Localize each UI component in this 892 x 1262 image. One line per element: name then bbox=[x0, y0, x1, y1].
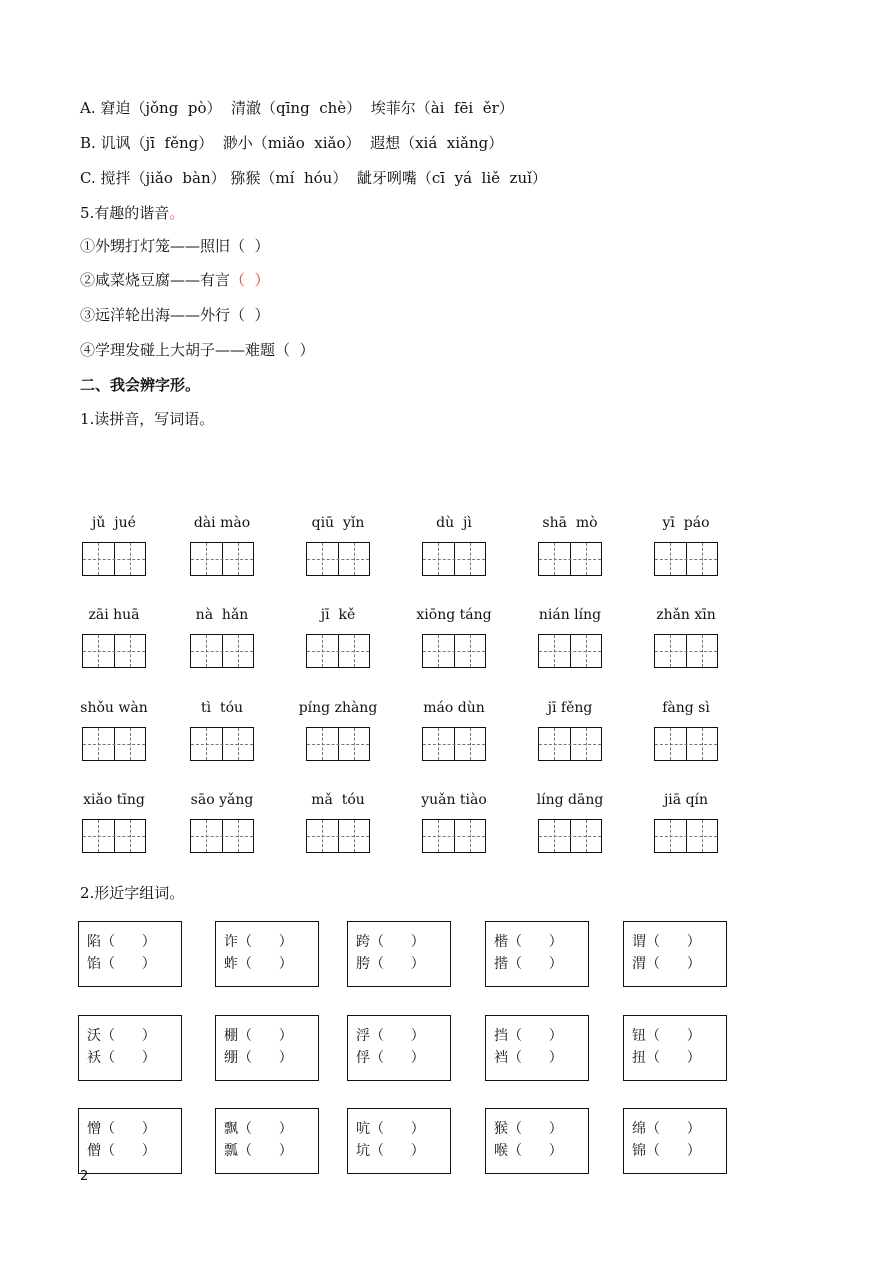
writing-grid-cell[interactable] bbox=[654, 727, 718, 761]
pinyin-label: nà hǎn bbox=[195, 607, 249, 623]
pinyin-label: tì tóu bbox=[200, 700, 244, 716]
section-2-heading: 二、我会辨字形。 bbox=[80, 376, 201, 394]
writing-grid-cell[interactable] bbox=[306, 727, 370, 761]
pinyin-label: shǒu wàn bbox=[80, 700, 148, 716]
pun-2-text: ②咸菜烧豆腐——有言 bbox=[80, 271, 231, 289]
char-pair-box[interactable] bbox=[623, 1015, 727, 1081]
char-pair-item: 锦（ ） bbox=[632, 1143, 701, 1159]
pinyin-label: máo dùn bbox=[423, 700, 485, 716]
char-pair-item: 蚱（ ） bbox=[224, 956, 293, 972]
writing-grid-cell[interactable] bbox=[422, 634, 486, 668]
char-pair-item: 陷（ ） bbox=[87, 934, 156, 950]
char-pair-box[interactable] bbox=[485, 921, 589, 987]
writing-grid-cell[interactable] bbox=[306, 542, 370, 576]
char-pair-item: 钮（ ） bbox=[632, 1028, 701, 1044]
writing-grid-cell[interactable] bbox=[422, 819, 486, 853]
char-pair-item: 楷（ ） bbox=[494, 934, 563, 950]
pun-3: ③远洋轮出海——外行（ ） bbox=[80, 306, 270, 324]
pinyin-label: píng zhàng bbox=[298, 700, 378, 716]
pinyin-label: dù jì bbox=[436, 515, 472, 531]
char-pair-box[interactable] bbox=[347, 1108, 451, 1174]
writing-grid-cell[interactable] bbox=[190, 727, 254, 761]
pinyin-label: yī páo bbox=[662, 515, 710, 531]
char-pair-item: 诈（ ） bbox=[224, 934, 293, 950]
char-pair-item: 挡（ ） bbox=[494, 1028, 563, 1044]
pinyin-label: sāo yǎng bbox=[190, 792, 254, 808]
writing-grid-cell[interactable] bbox=[190, 819, 254, 853]
writing-grid-cell[interactable] bbox=[538, 727, 602, 761]
char-pair-item: 袄（ ） bbox=[87, 1050, 156, 1066]
char-pair-item: 扭（ ） bbox=[632, 1050, 701, 1066]
char-pair-item: 跨（ ） bbox=[356, 934, 425, 950]
pun-1: ①外甥打灯笼——照旧（ ） bbox=[80, 237, 270, 255]
pun-2 bbox=[80, 270, 270, 290]
task-1-title: 1.读拼音，写词语。 bbox=[80, 410, 215, 428]
char-pair-box[interactable] bbox=[623, 921, 727, 987]
pinyin-label: líng dāng bbox=[536, 792, 604, 808]
char-pair-box[interactable] bbox=[215, 1015, 319, 1081]
writing-grid-cell[interactable] bbox=[190, 634, 254, 668]
char-pair-item: 飘（ ） bbox=[224, 1121, 293, 1137]
writing-grid-cell[interactable] bbox=[654, 819, 718, 853]
char-pair-box[interactable] bbox=[623, 1108, 727, 1174]
page-number: 2 bbox=[80, 1169, 89, 1184]
char-pair-item: 僧（ ） bbox=[87, 1143, 156, 1159]
pun-4: ④学理发碰上大胡子——难题（ ） bbox=[80, 341, 315, 359]
char-pair-item: 俘（ ） bbox=[356, 1050, 425, 1066]
char-pair-item: 瓢（ ） bbox=[224, 1143, 293, 1159]
char-pair-item: 绷（ ） bbox=[224, 1050, 293, 1066]
option-c: C. 搅拌（jiǎo bàn） 猕猴（mí hóu） 龇牙咧嘴（cī yá liě zuǐ） bbox=[80, 169, 547, 187]
pinyin-label: yuǎn tiào bbox=[421, 792, 487, 808]
writing-grid-cell[interactable] bbox=[538, 542, 602, 576]
writing-grid-cell[interactable] bbox=[538, 819, 602, 853]
char-pair-item: 谓（ ） bbox=[632, 934, 701, 950]
writing-grid-cell[interactable] bbox=[538, 634, 602, 668]
char-pair-box[interactable] bbox=[215, 1108, 319, 1174]
task-2-title: 2.形近字组词。 bbox=[80, 884, 185, 902]
writing-grid-cell[interactable] bbox=[190, 542, 254, 576]
writing-grid-cell[interactable] bbox=[306, 819, 370, 853]
char-pair-item: 喉（ ） bbox=[494, 1143, 563, 1159]
char-pair-item: 馅（ ） bbox=[87, 956, 156, 972]
writing-grid-cell[interactable] bbox=[82, 727, 146, 761]
char-pair-box[interactable] bbox=[485, 1015, 589, 1081]
char-pair-item: 憎（ ） bbox=[87, 1121, 156, 1137]
char-pair-box[interactable] bbox=[78, 1108, 182, 1174]
pinyin-label: xiōng táng bbox=[416, 607, 492, 623]
char-pair-box[interactable] bbox=[347, 921, 451, 987]
writing-grid-cell[interactable] bbox=[422, 727, 486, 761]
writing-grid-cell[interactable] bbox=[82, 542, 146, 576]
question-5-text: 5.有趣的谐音 bbox=[80, 204, 170, 222]
char-pair-item: 坑（ ） bbox=[356, 1143, 425, 1159]
char-pair-box[interactable] bbox=[78, 1015, 182, 1081]
pinyin-label: xiǎo tīng bbox=[83, 792, 145, 808]
char-pair-box[interactable] bbox=[347, 1015, 451, 1081]
char-pair-item: 猴（ ） bbox=[494, 1121, 563, 1137]
pinyin-label: jiā qín bbox=[663, 792, 709, 808]
pinyin-label: fàng sì bbox=[662, 700, 710, 716]
char-pair-item: 裆（ ） bbox=[494, 1050, 563, 1066]
writing-grid-cell[interactable] bbox=[654, 634, 718, 668]
option-b: B. 讥讽（jī fěng） 渺小（miǎo xiǎo） 遐想（xiá xiǎng） bbox=[80, 134, 504, 152]
pinyin-label: dài mào bbox=[193, 515, 251, 531]
char-pair-item: 揩（ ） bbox=[494, 956, 563, 972]
writing-grid-cell[interactable] bbox=[82, 634, 146, 668]
pinyin-label: mǎ tóu bbox=[311, 792, 365, 808]
pinyin-label: jī fěng bbox=[547, 700, 593, 716]
pinyin-label: jī kě bbox=[320, 607, 356, 623]
writing-grid-cell[interactable] bbox=[306, 634, 370, 668]
char-pair-item: 胯（ ） bbox=[356, 956, 425, 972]
char-pair-item: 沃（ ） bbox=[87, 1028, 156, 1044]
char-pair-box[interactable] bbox=[215, 921, 319, 987]
char-pair-item: 浮（ ） bbox=[356, 1028, 425, 1044]
char-pair-item: 绵（ ） bbox=[632, 1121, 701, 1137]
char-pair-item: 渭（ ） bbox=[632, 956, 701, 972]
red-answer-paren: （ ） bbox=[230, 271, 270, 289]
option-a: A. 窘迫（jǒng pò） 清澈（qīng chè） 埃菲尔（ài fēi ěr） bbox=[80, 99, 514, 117]
writing-grid-cell[interactable] bbox=[422, 542, 486, 576]
writing-grid-cell[interactable] bbox=[654, 542, 718, 576]
char-pair-item: 吭（ ） bbox=[356, 1121, 425, 1137]
pinyin-label: nián líng bbox=[538, 607, 602, 623]
char-pair-box[interactable] bbox=[485, 1108, 589, 1174]
pinyin-label: qiū yǐn bbox=[311, 515, 365, 531]
pinyin-label: shā mò bbox=[542, 515, 598, 531]
writing-grid-cell[interactable] bbox=[82, 819, 146, 853]
char-pair-item: 棚（ ） bbox=[224, 1028, 293, 1044]
question-5-title bbox=[80, 203, 184, 223]
red-period: 。 bbox=[169, 204, 185, 222]
pinyin-label: zāi huā bbox=[88, 607, 140, 623]
char-pair-box[interactable] bbox=[78, 921, 182, 987]
pinyin-label: zhǎn xīn bbox=[656, 607, 716, 623]
pinyin-label: jǔ jué bbox=[92, 515, 136, 531]
